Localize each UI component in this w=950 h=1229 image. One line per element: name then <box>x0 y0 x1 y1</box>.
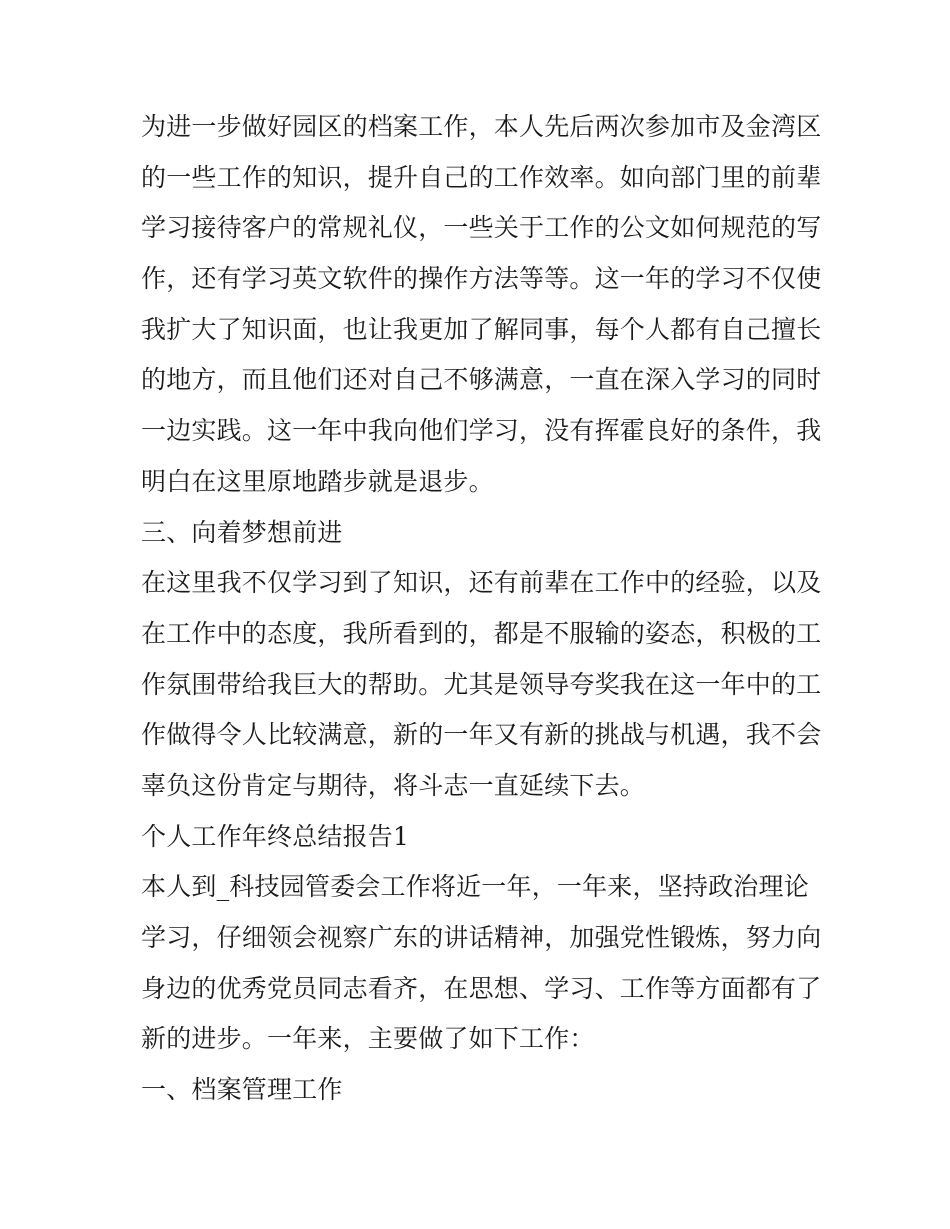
text-line: 作氛围带给我巨大的帮助。尤其是领导夸奖我在这一年中的工 <box>141 669 822 699</box>
text-line: 为进一步做好园区的档案工作，本人先后两次参加市及金湾区 <box>141 112 822 141</box>
text-line: 在工作中的态度，我所看到的，都是不服输的姿态，积极的工 <box>141 618 822 648</box>
section-heading: 一、档案管理工作 <box>141 1075 343 1105</box>
text-line: 学习，仔细领会视察广东的讲话精神，加强党性锻炼，努力向 <box>141 923 822 952</box>
text-line: 的地方，而且他们还对自己不够满意，一直在深入学习的同时 <box>141 365 822 395</box>
text-line: 辜负这份肯定与期待，将斗志一直延续下去。 <box>141 770 646 800</box>
text-line: 我扩大了知识面，也让我更加了解同事，每个人都有自己擅长 <box>141 314 822 344</box>
report-title: 个人工作年终总结报告1 <box>141 821 410 851</box>
document-body <box>141 102 822 1116</box>
text-line: 新的进步。一年来，主要做了如下工作： <box>141 1024 595 1054</box>
text-line: 本人到_科技园管委会工作将近一年，一年来，坚持政治理论 <box>141 872 809 902</box>
text-line: 一边实践。这一年中我向他们学习，没有挥霍良好的条件，我 <box>141 416 822 446</box>
text-line: 在这里我不仅学习到了知识，还有前辈在工作中的经验，以及 <box>141 568 822 598</box>
text-line: 明白在这里原地踏步就是退步。 <box>141 466 494 496</box>
text-line: 的一些工作的知识，提升自己的工作效率。如向部门里的前辈 <box>141 162 822 192</box>
text-line: 身边的优秀党员同志看齐，在思想、学习、工作等方面都有了 <box>141 973 822 1003</box>
text-line: 学习接待客户的常规礼仪，一些关于工作的公文如何规范的写 <box>141 213 822 243</box>
text-line: 作，还有学习英文软件的操作方法等等。这一年的学习不仅使 <box>141 264 822 294</box>
section-heading: 三、向着梦想前进 <box>141 517 343 547</box>
text-line: 作做得令人比较满意，新的一年又有新的挑战与机遇，我不会 <box>141 720 822 750</box>
